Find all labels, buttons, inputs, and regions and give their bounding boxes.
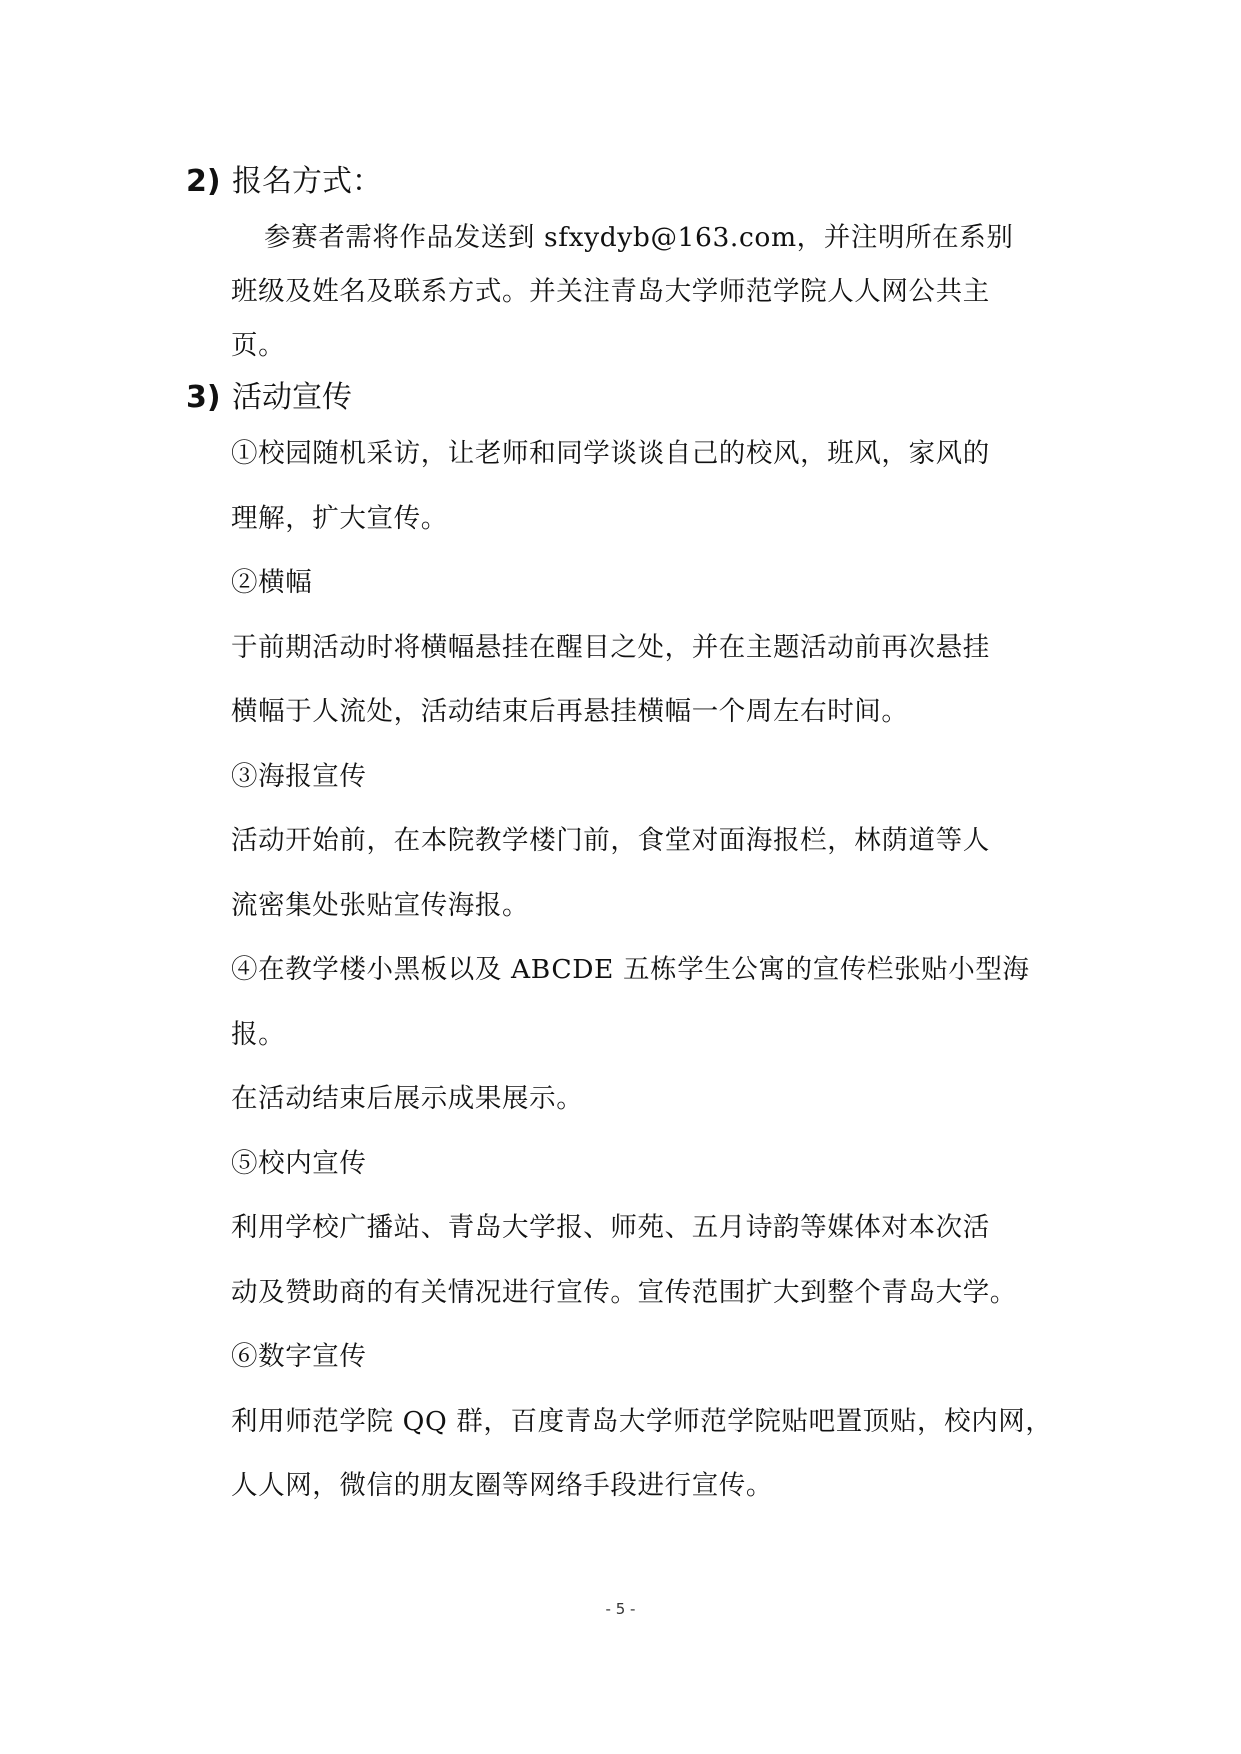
subheading-digital: ⑥数字宣传 <box>231 1341 367 1372</box>
page-number: - 5 - <box>605 1600 636 1618</box>
subheading-campus: ⑤校内宣传 <box>231 1148 367 1179</box>
paragraph-line: 在活动结束后展示成果展示。 <box>231 1083 584 1114</box>
subheading-poster: ③海报宣传 <box>231 761 367 792</box>
subheading-banner: ②横幅 <box>231 567 313 598</box>
paragraph-line: 报。 <box>231 1019 286 1050</box>
section-title: 报名方式： <box>232 164 382 199</box>
paragraph-line: 利用学校广播站、青岛大学报、师苑、五月诗韵等媒体对本次活 <box>231 1212 990 1243</box>
paragraph-line: 动及赞助商的有关情况进行宣传。宣传范围扩大到整个青岛大学。 <box>231 1277 1017 1308</box>
section-heading-registration <box>186 162 382 202</box>
section-number: 3) <box>186 380 221 415</box>
paragraph-line: 参赛者需将作品发送到 sfxydyb@163.com，并注明所在系别 <box>264 222 1014 253</box>
section-number: 2) <box>186 164 221 199</box>
paragraph-line: 流密集处张贴宣传海报。 <box>231 890 530 921</box>
paragraph-line: 理解，扩大宣传。 <box>231 503 448 534</box>
section-heading-promotion <box>186 378 352 418</box>
paragraph-line: ①校园随机采访，让老师和同学谈谈自己的校风，班风，家风的 <box>231 438 990 469</box>
paragraph-line: 于前期活动时将横幅悬挂在醒目之处，并在主题活动前再次悬挂 <box>231 632 990 663</box>
paragraph-line: 活动开始前，在本院教学楼门前，食堂对面海报栏，林荫道等人 <box>231 825 990 856</box>
paragraph-line: 班级及姓名及联系方式。并关注青岛大学师范学院人人网公共主 <box>231 276 990 307</box>
paragraph-line: 横幅于人流处，活动结束后再悬挂横幅一个周左右时间。 <box>231 696 909 727</box>
section-title: 活动宣传 <box>232 380 352 415</box>
paragraph-line: 利用师范学院 QQ 群，百度青岛大学师范学院贴吧置顶贴，校内网， <box>231 1406 1053 1437</box>
paragraph-line: ④在教学楼小黑板以及 ABCDE 五栋学生公寓的宣传栏张贴小型海 <box>231 954 1030 985</box>
paragraph-line: 人人网，微信的朋友圈等网络手段进行宣传。 <box>231 1470 773 1501</box>
paragraph-line: 页。 <box>231 330 286 361</box>
